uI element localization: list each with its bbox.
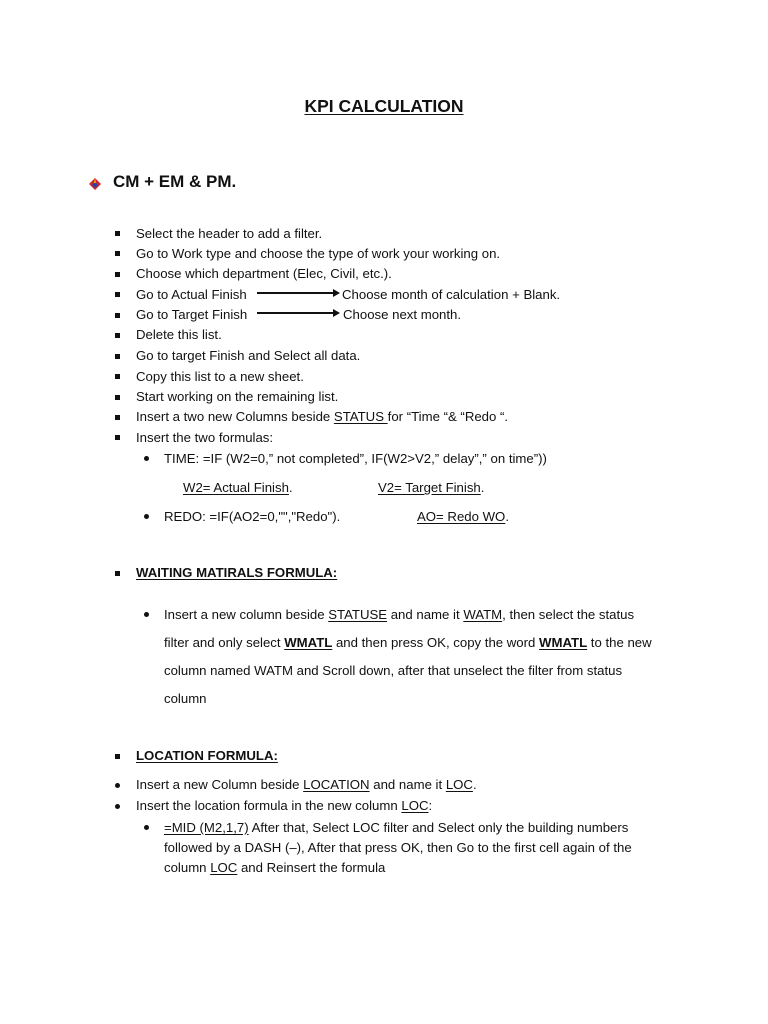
definition-w2: W2= Actual Finish.	[183, 480, 293, 495]
arrow-right-icon	[257, 292, 335, 294]
square-bullet	[115, 251, 120, 256]
list-item-target: Choose month of calculation + Blank.	[342, 287, 561, 302]
list-item: Go to Actual Finish	[136, 287, 247, 302]
formula-time: TIME: =IF (W2=0,” not completed”, IF(W2>V2,” delay”,” on time”))	[164, 451, 547, 466]
diamond-bullet-icon	[89, 178, 101, 190]
definition-ao: AO= Redo WO.	[417, 509, 509, 524]
section-heading-waiting-materials: WAITING MATIRALS FORMULA:	[136, 565, 338, 580]
section-heading-cm-em-pm: CM + EM & PM.	[113, 172, 237, 191]
arrow-right-icon	[257, 312, 335, 314]
list-item: Insert a two new Columns beside STATUS for “Time “& “Redo “.	[136, 409, 509, 424]
paragraph-line: followed by a DASH (–), After that press OK, then Go to the first cell again of the	[164, 840, 632, 855]
round-bullet	[115, 783, 120, 788]
square-bullet	[115, 571, 120, 576]
square-bullet	[115, 395, 120, 400]
square-bullet	[115, 272, 120, 277]
definition-v2: V2= Target Finish.	[378, 480, 485, 495]
round-bullet	[115, 804, 120, 809]
square-bullet	[115, 435, 120, 440]
list-item: Insert a new Column beside LOCATION and name it LOC.	[136, 777, 477, 792]
round-bullet	[144, 825, 149, 830]
status-link: STATUS	[333, 409, 388, 424]
section-heading-location: LOCATION FORMULA:	[136, 748, 278, 763]
paragraph-line: column LOC and Reinsert the formula	[164, 860, 386, 875]
list-item: Go to target Finish and Select all data.	[136, 348, 361, 363]
square-bullet	[115, 333, 120, 338]
square-bullet	[115, 292, 120, 297]
list-item: Insert the location formula in the new column LOC:	[136, 798, 433, 813]
list-item: Choose which department (Elec, Civil, etc.).	[136, 266, 392, 281]
square-bullet	[115, 354, 120, 359]
page-title: KPI CALCULATION	[304, 96, 464, 116]
list-item: Select the header to add a filter.	[136, 226, 323, 241]
list-item: Go to Work type and choose the type of work your working on.	[136, 246, 501, 261]
list-item: Insert the two formulas:	[136, 430, 274, 445]
list-item: Copy this list to a new sheet.	[136, 369, 304, 384]
square-bullet	[115, 231, 120, 236]
paragraph-line: Insert a new column beside STATUSE and name it WATM, then select the status	[164, 607, 635, 622]
list-item: Start working on the remaining list.	[136, 389, 339, 404]
paragraph-line: =MID (M2,1,7) After that, Select LOC filter and Select only the building numbers	[164, 820, 629, 835]
round-bullet	[144, 514, 149, 519]
list-item-target: Choose next month.	[343, 307, 462, 322]
list-item: Go to Target Finish	[136, 307, 248, 322]
round-bullet	[144, 612, 149, 617]
list-item: Delete this list.	[136, 327, 222, 342]
paragraph-line: column	[164, 691, 207, 706]
square-bullet	[115, 313, 120, 318]
square-bullet	[115, 754, 120, 759]
square-bullet	[115, 374, 120, 379]
paragraph-line: filter and only select WMATL and then press OK, copy the word WMATL to the new	[164, 635, 652, 650]
round-bullet	[144, 456, 149, 461]
formula-redo: REDO: =IF(AO2=0,"","Redo").	[164, 509, 341, 524]
paragraph-line: column named WATM and Scroll down, after that unselect the filter from status	[164, 663, 623, 678]
square-bullet	[115, 415, 120, 420]
